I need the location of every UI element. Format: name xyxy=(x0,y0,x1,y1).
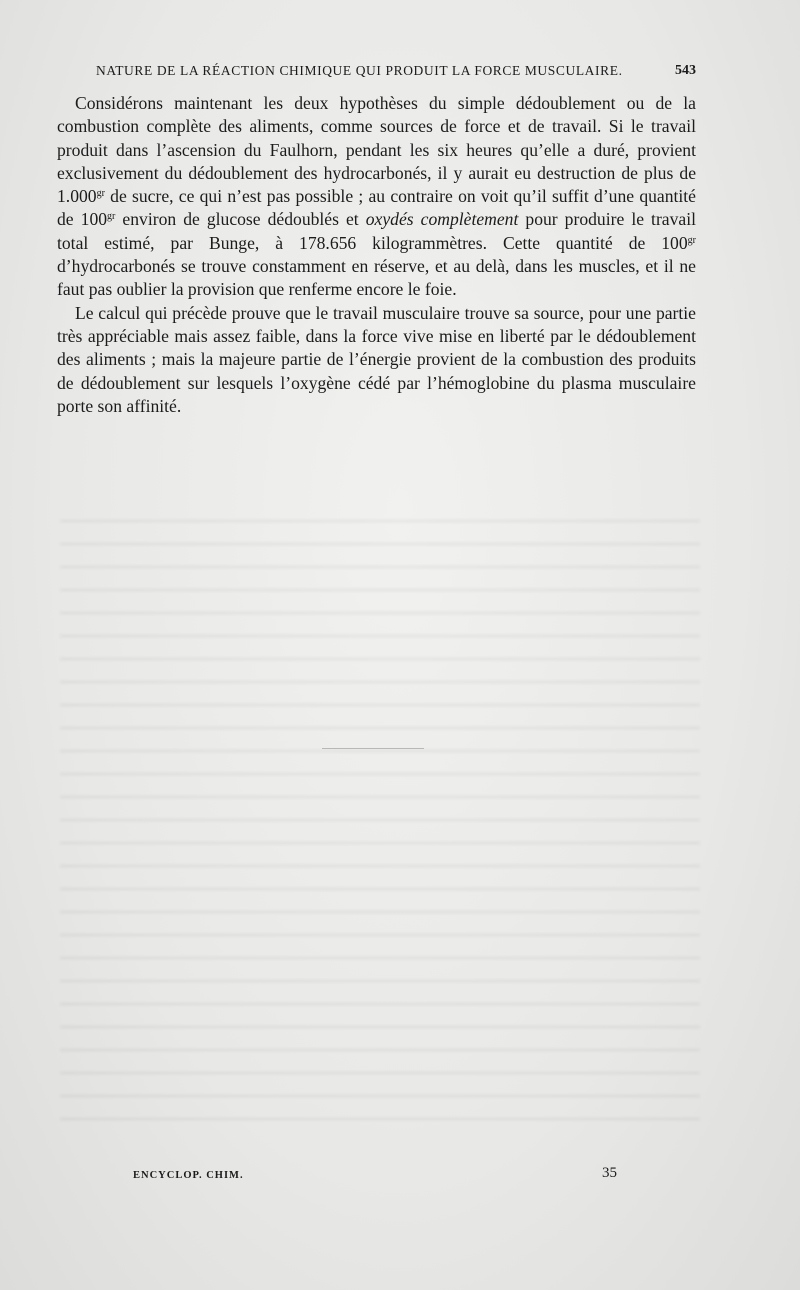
footer-sheet-number: 35 xyxy=(602,1165,617,1181)
gram-abbrev-2: gr xyxy=(107,211,116,223)
running-head xyxy=(96,63,696,79)
show-through-text xyxy=(60,520,700,1130)
gram-abbrev-1: gr xyxy=(96,188,105,200)
italic-phrase: oxydés complètement xyxy=(365,209,519,230)
running-title: NATURE DE LA RÉACTION CHIMIQUE QUI PRODUIT LA FORCE MUSCULAIRE. xyxy=(96,63,623,78)
body-text xyxy=(57,92,696,418)
paragraph-2: Le calcul qui précède prouve que le travail musculaire trouve sa source, pour une partie très appréciable mais assez faible, dans la force vive mise en liberté par le dédoublement des aliments ; mais la majeure partie de l’énergie provient de la combustion des produits de dédoublement sur lesquels l’oxygène cédé par l’hémoglobine du plasma musculaire porte son affinité. xyxy=(57,302,696,416)
paragraph-1-part-5: d’hydrocarbonés se trouve constamment en réserve, et au delà, dans les muscles, et il ne faut pas oublier la provision que renferme encore le foie. xyxy=(57,256,696,300)
paragraph-1-part-2: de sucre, ce qui n’est pas possible ; au contraire on voit qu’il suffit d’une quantité de 100 xyxy=(57,186,696,230)
paragraph-1-part-3: environ de glucose dédoublés et xyxy=(115,209,366,230)
gram-abbrev-3: gr xyxy=(687,234,696,246)
paragraph-1 xyxy=(57,92,696,302)
paragraph-1-part-4: pour produire le travail total estimé, par Bunge, à 178.656 kilogrammètres. Cette quantité de 100 xyxy=(57,209,696,253)
footer-signature: ENCYCLOP. CHIM. xyxy=(133,1170,244,1181)
paragraph-1-part-1: Considérons maintenant les deux hypothèses du simple dédoublement ou de la combustion complète des aliments, comme sources de force et de travail. Si le travail produit dans l’ascension du Faulhorn, pendant les six heures qu’elle a duré, provient exclusivement du dédoublement des hydrocarbonés, il y aurait eu destruction de plus de 1.000 xyxy=(57,93,696,207)
show-through-rule xyxy=(322,748,424,749)
page-number: 543 xyxy=(675,63,696,78)
